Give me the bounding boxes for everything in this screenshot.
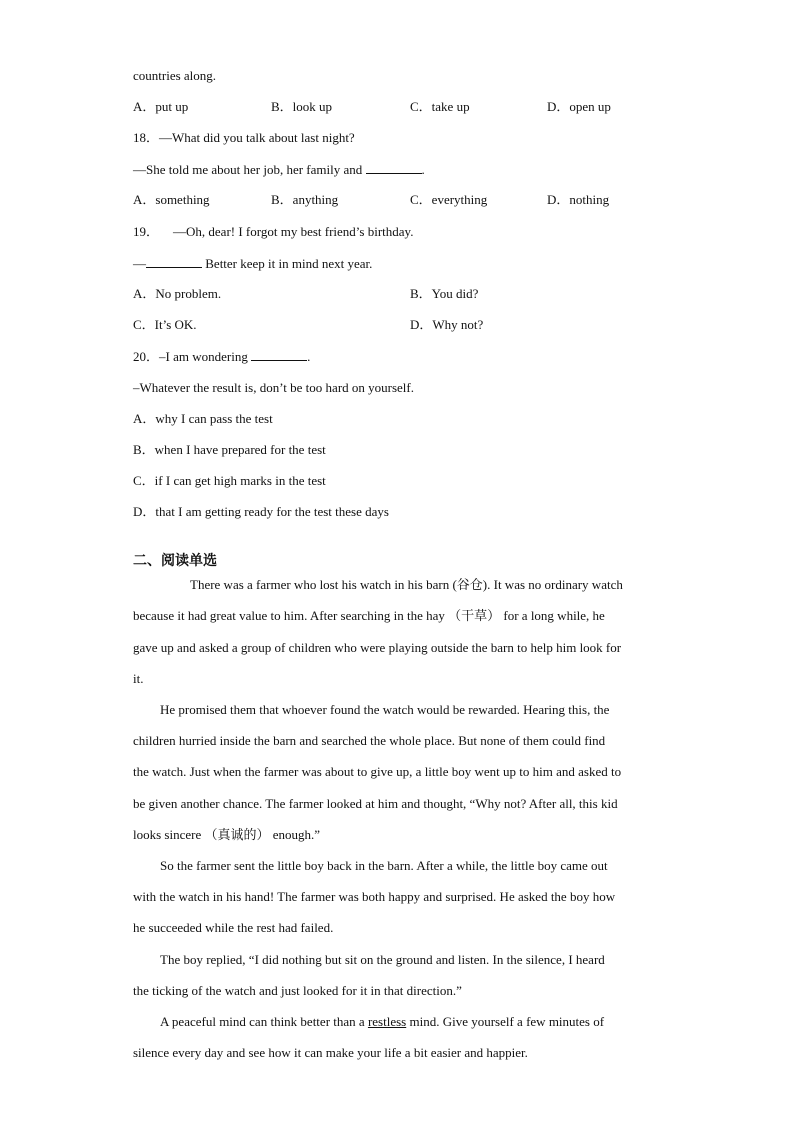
q17-option-c: C．take up <box>410 99 470 114</box>
q20-stem <box>133 348 310 365</box>
q19-reply-post: Better keep it in mind next year. <box>202 256 373 271</box>
passage-line: looks sincere （真诚的） enough.” <box>133 827 321 842</box>
q17-option-d: D．open up <box>547 99 611 114</box>
q18-reply-pre: —She told me about her job, her family and <box>133 162 366 177</box>
underlined-word: restless <box>367 1014 407 1029</box>
passage-line: with the watch in his hand! The farmer was both happy and surprised. He asked the boy how <box>133 889 616 904</box>
q20-option-b: B．when I have prepared for the test <box>133 442 326 457</box>
q20-number: 20． <box>133 349 160 364</box>
last-para-post: mind. Give yourself a few minutes of <box>406 1014 605 1029</box>
q17-tail: countries along. <box>133 68 217 83</box>
passage-line: children hurried inside the barn and searched the whole place. But none of them could find <box>133 733 606 748</box>
answer-blank <box>146 255 202 268</box>
q18-reply-post: . <box>421 162 425 177</box>
passage-line: be given another chance. The farmer looked at him and thought, “Why not? After all, this kid <box>133 796 618 811</box>
answer-blank <box>366 161 422 174</box>
q20-option-c: C．if I can get high marks in the test <box>133 473 326 488</box>
q20-stem-post: . <box>307 349 311 364</box>
q19-number: 19． <box>133 224 160 239</box>
passage-line: So the farmer sent the little boy back in the barn. After a while, the little boy came out <box>160 858 608 873</box>
passage-line: He promised them that whoever found the watch would be rewarded. Hearing this, the <box>160 702 610 717</box>
q18-stem-text: —What did you talk about last night? <box>159 130 355 145</box>
passage-line: it. <box>133 671 144 686</box>
q20-option-d: D．that I am getting ready for the test these days <box>133 504 389 519</box>
passage-line: because it had great value to him. After searching in the hay （干草） for a long while, he <box>133 608 605 623</box>
passage-line <box>160 1014 604 1030</box>
q19-stem <box>133 224 413 240</box>
q19-option-d: D．Why not? <box>410 317 484 332</box>
q19-option-c: C．It’s OK. <box>133 317 197 332</box>
q18-option-a: A．something <box>133 192 210 207</box>
q18-option-d: D．nothing <box>547 192 610 207</box>
q19-reply-pre: — <box>133 256 146 271</box>
passage-line: silence every day and see how it can make your life a bit easier and happier. <box>133 1045 528 1060</box>
passage-line: gave up and asked a group of children who were playing outside the barn to help him look for <box>133 640 622 655</box>
passage-line: The boy replied, “I did nothing but sit on the ground and listen. In the silence, I heard <box>160 952 605 967</box>
q18-reply <box>133 161 425 178</box>
passage-line: There was a farmer who lost his watch in his barn (谷仓). It was no ordinary watch <box>190 577 623 592</box>
passage-line: he succeeded while the rest had failed. <box>133 920 334 935</box>
q19-option-a: A．No problem. <box>133 286 222 301</box>
q18-option-b: B．anything <box>271 192 339 207</box>
q18-stem <box>133 130 355 146</box>
passage-line: the ticking of the watch and just looked for it in that direction.” <box>133 983 462 998</box>
q20-stem-pre: –I am wondering <box>159 349 252 364</box>
q17-option-a: A．put up <box>133 99 189 114</box>
answer-blank <box>251 348 307 361</box>
q20-option-a: A．why I can pass the test <box>133 411 273 426</box>
passage-line: the watch. Just when the farmer was about to give up, a little boy went up to him and asked to <box>133 764 622 779</box>
q17-option-b: B．look up <box>271 99 333 114</box>
section-heading: 二、阅读单选 <box>133 553 217 569</box>
q20-reply: –Whatever the result is, don’t be too hard on yourself. <box>133 380 414 395</box>
last-para-pre: A peaceful mind can think better than a <box>160 1014 368 1029</box>
q19-stem-text: —Oh, dear! I forgot my best friend’s birthday. <box>173 224 414 239</box>
q18-number: 18． <box>133 130 160 145</box>
q18-option-c: C．everything <box>410 192 488 207</box>
q19-reply <box>133 255 372 272</box>
q19-option-b: B．You did? <box>410 286 479 301</box>
